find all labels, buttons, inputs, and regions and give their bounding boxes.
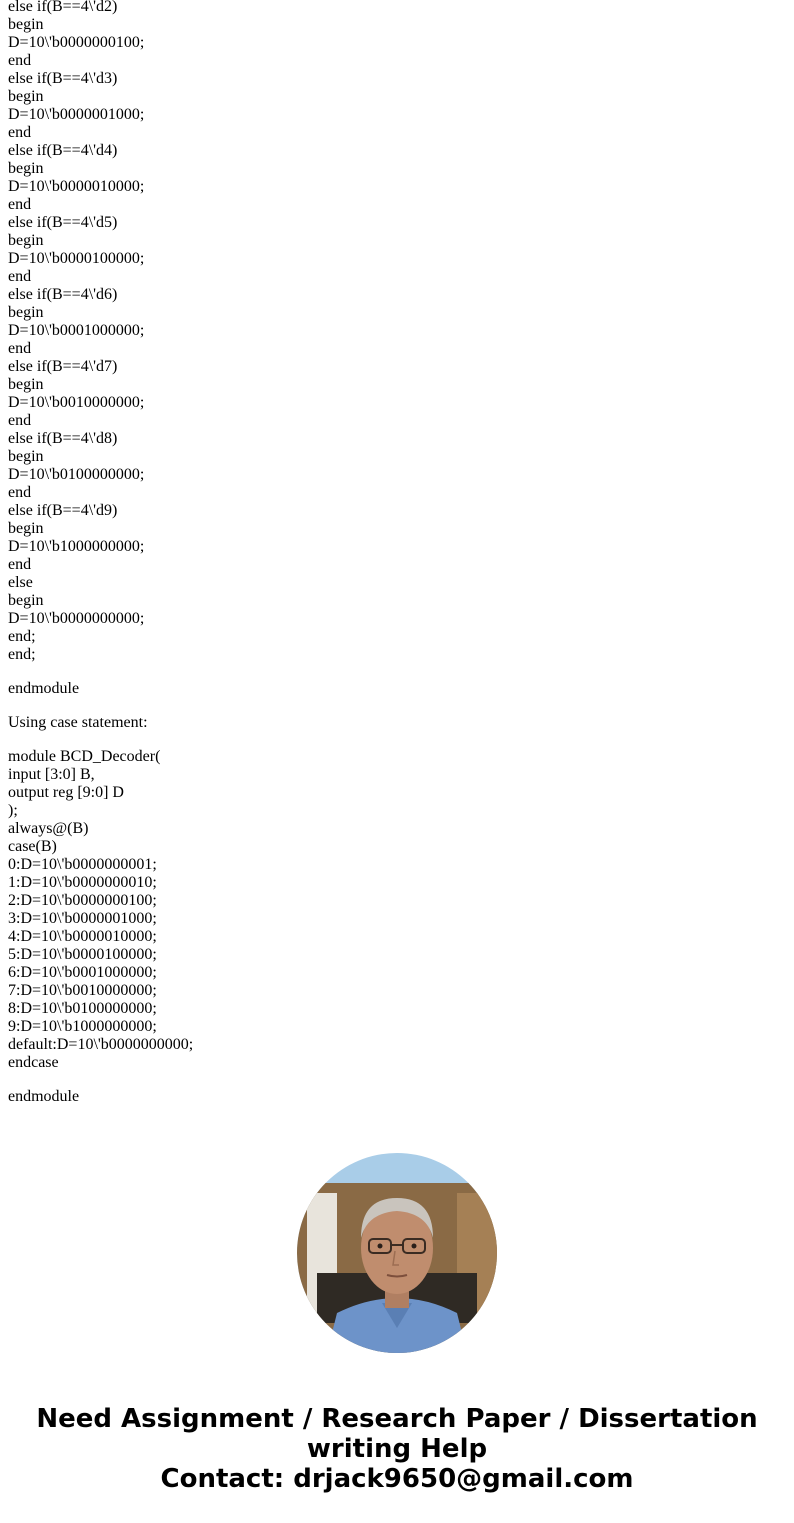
code-line: 0:D=10\'b0000000001; xyxy=(8,856,157,873)
code-line: 5:D=10\'b0000100000; xyxy=(8,946,157,963)
code-line: default:D=10\'b0000000000; xyxy=(8,1036,194,1053)
code-block-case xyxy=(8,748,768,1072)
author-avatar xyxy=(297,1153,497,1353)
code-line: always@(B) xyxy=(8,820,89,837)
code-line: 3:D=10\'b0000001000; xyxy=(8,910,157,927)
code-line: begin xyxy=(8,16,44,33)
code-line: end xyxy=(8,556,32,573)
code-line: else xyxy=(8,574,33,591)
code-line: D=10\'b1000000000; xyxy=(8,538,145,555)
code-line: ); xyxy=(8,802,18,819)
code-line: else if(B==4\'d3) xyxy=(8,70,118,87)
code-line: begin xyxy=(8,376,44,393)
code-line: 8:D=10\'b0100000000; xyxy=(8,1000,157,1017)
author-photo xyxy=(297,1153,497,1353)
endmodule-line: endmodule xyxy=(8,680,80,697)
code-line: end; xyxy=(8,628,36,645)
code-line: end xyxy=(8,412,32,429)
code-line: else if(B==4\'d8) xyxy=(8,430,118,447)
code-line: endcase xyxy=(8,1054,59,1071)
code-line: end xyxy=(8,124,32,141)
code-line: 4:D=10\'b0000010000; xyxy=(8,928,157,945)
promo-line-1: Need Assignment / Research Paper / Dissertation xyxy=(36,1404,758,1434)
code-line: end xyxy=(8,52,32,69)
code-line: else if(B==4\'d5) xyxy=(8,214,118,231)
code-line: begin xyxy=(8,232,44,249)
code-line: 1:D=10\'b0000000010; xyxy=(8,874,157,891)
code-line: input [3:0] B, xyxy=(8,766,95,783)
code-line: 6:D=10\'b0001000000; xyxy=(8,964,157,981)
code-line: D=10\'b0000000100; xyxy=(8,34,145,51)
code-line: else if(B==4\'d4) xyxy=(8,142,118,159)
code-block-if-else xyxy=(8,0,768,664)
case-statement-heading: Using case statement: xyxy=(8,714,148,731)
code-line: D=10\'b0000010000; xyxy=(8,178,145,195)
code-line: begin xyxy=(8,304,44,321)
promo-banner xyxy=(0,1404,794,1494)
code-line: begin xyxy=(8,88,44,105)
code-line: module BCD_Decoder( xyxy=(8,748,161,765)
code-line: begin xyxy=(8,160,44,177)
code-line: D=10\'b0100000000; xyxy=(8,466,145,483)
code-line: 2:D=10\'b0000000100; xyxy=(8,892,157,909)
promo-line-2: writing Help xyxy=(306,1434,488,1464)
code-line: 7:D=10\'b0010000000; xyxy=(8,982,157,999)
code-line: D=10\'b0000000000; xyxy=(8,610,145,627)
code-line: D=10\'b0001000000; xyxy=(8,322,145,339)
code-line: begin xyxy=(8,592,44,609)
code-line: end xyxy=(8,268,32,285)
code-line: begin xyxy=(8,448,44,465)
code-line: else if(B==4\'d7) xyxy=(8,358,118,375)
endmodule-line: endmodule xyxy=(8,1088,80,1105)
code-line: else if(B==4\'d6) xyxy=(8,286,118,303)
document-body xyxy=(8,0,768,1106)
code-line: case(B) xyxy=(8,838,57,855)
code-line: end xyxy=(8,340,32,357)
code-line: 9:D=10\'b1000000000; xyxy=(8,1018,157,1035)
code-line: D=10\'b0000100000; xyxy=(8,250,145,267)
code-line: D=10\'b0000001000; xyxy=(8,106,145,123)
code-line: else if(B==4\'d2) xyxy=(8,0,118,15)
code-line: begin xyxy=(8,520,44,537)
code-line: end; xyxy=(8,646,36,663)
code-line: end xyxy=(8,484,32,501)
code-line: output reg [9:0] D xyxy=(8,784,124,801)
code-line: else if(B==4\'d9) xyxy=(8,502,118,519)
promo-contact: Contact: drjack9650@gmail.com xyxy=(160,1464,634,1494)
code-line: end xyxy=(8,196,32,213)
code-line: D=10\'b0010000000; xyxy=(8,394,145,411)
